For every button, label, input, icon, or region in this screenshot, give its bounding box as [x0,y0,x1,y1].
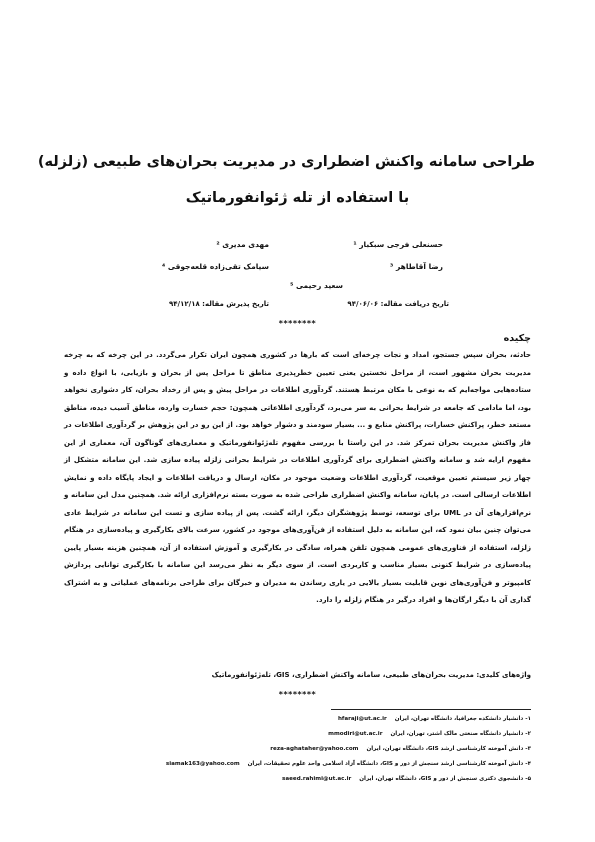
footnote-2-text: ۲- دانشیار دانشگاه صنعتی مالک اشتر، تهران، ایران [390,731,531,737]
footnote-2-email[interactable]: mmodiri@ut.ac.ir [328,731,383,737]
footnote-3-text: ۳- دانش آموخته کارشناسی ارشد GIS، دانشگاه تهران، ایران [366,746,531,752]
keywords-label: واژه‌های کلیدی: [476,670,531,679]
footnote-4-email[interactable]: siamak163@yahoo.com [165,761,240,767]
accepted-date: تاریخ پذیرش مقاله: ۹۴/۱۲/۱۸ [168,300,269,308]
footnote-2 [64,732,531,738]
footnote-5-email[interactable]: saeed.rahimi@ut.ac.ir [282,776,352,782]
keywords [64,668,531,682]
author-1: حسنعلی فرجی سبکبار ¹ [353,240,443,249]
abstract-body: حادثه، بحران سپس جستجو، امداد و نجات چرخه‌ای است که بارها در کشوری همچون ایران تکرار می‌گردد. در این چرخه که به چرخه مدیریت بحران مشهور است، از مراحل نخستین یعنی تعیین خطرپذیری مناطق تا مراحل پس از بحران و بازیابی، با انواع داده و ستاده‌هایی مواجه‌ایم که به نوعی با مکان مرتبط هستند. گردآوری اطلاعات در مراحل پیش و پس از رخداد بحران، کار دشواری نخواهد بود، اما مادامی که جامعه در شرایط بحرانی به سر می‌برد، گردآوری اطلاعاتی همچون: حجم خسارت وارده، مناطق آسیب دیده، مناطق مستعد خطر، پراکنش خسارات، پراکنش منابع و ... بسیار سودمند و دشوار خواهد بود. از این رو در این پژوهش بر گردآوری اطلاعات در فاز واکنش مدیریت بحران تمرکز شد. در این راستا با بررسی مفهوم تله‌ژئوانفورماتیک و معماری‌های گوناگون آن، معماری از این مفهوم ارایه شد و سامانه واکنش اضطراری برای گردآوری اطلاعات در شرایط بحرانی زلزله پیاده سازی شد. این سامانه متشکل از چهار زیر سیستم تعیین موقعیت، گردآوری اطلاعات وضعیت موجود در مکان، ارسال و دریافت اطلاعات و ایجاد پایگاه داده و نمایش اطلاعات ارسالی است. در پایان، سامانه واکنش اضطراری طراحی شده به صورت بسته نرم‌افزاری ارائه شد. همچنین مدل این سامانه و نرم‌افزارهای آن در UML برای توسعه، توسط پژوهشگران دیگر، ارائه گشت. پس از پیاده سازی و تست این سامانه در شرایط عادی می‌توان چنین بیان نمود که، این سامانه به دلیل استفاده از فن‌آوری‌های موجود در کشور، سرعت بالای بکارگیری و پیاده‌سازی در هنگام زلزله، استفاده از فناوری‌های عمومی همچون تلفن همراه، سادگی در بکارگیری و آموزش استفاده از آن، همچنین هزینه بسیار پایین پیاده‌سازی در شرایط کنونی بسیار مناسب و کاربردی است. از سوی دیگر به نظر می‌رسد این سامانه با بکارگیری توانایی پردازش کامپیوتر و فن‌آوری‌های نوین قابلیت بسیار بالایی در یاری رساندن به مدیران و خبرگان برای طراحی برنامه‌های عملیاتی و به اشتراک گذاری آن با دیگر ارگان‌ها و افراد درگیر در هنگام زلزله را دارد. [64,350,531,604]
author-2: مهدی مدیری ² [216,240,269,249]
footnote-3 [64,747,531,753]
paper-title-line-1: طراحی سامانه واکنش اضطراری در مدیریت بحران‌های طبیعی (زلزله) [37,154,535,170]
footnote-5 [64,777,531,783]
abstract-heading: چکیده [503,333,531,344]
footnote-5-text: ۵- دانشجوی دکتری سنجش از دور و GIS، دانشگاه تهران، ایران [359,776,531,782]
separator-stars-2: ******** [278,690,317,699]
received-date: تاریخ دریافت مقاله: ۹۴/۰۶/۰۶ [347,300,449,308]
footnote-4-text: ۴- دانش آموخته کارشناسی ارشد سنجش از دور و GIS، دانشگاه آزاد اسلامی واحد علوم تحقیقات، ایران [247,761,531,767]
footnote-divider [331,709,531,710]
footnote-1 [64,717,531,723]
separator-stars: ******** [278,319,317,328]
author-5: سعید رحیمی ⁵ [290,281,343,290]
paper-title-line-2: با استفاده از تله ژئوانفورماتیک [185,190,410,206]
footnote-3-email[interactable]: reza-aghataher@yahoo.com [270,746,359,752]
footnote-4 [64,762,531,768]
footnote-1-email[interactable]: hfaraji@ut.ac.ir [337,716,387,722]
footnote-1-text: ۱- دانشیار دانشکده جغرافیا، دانشگاه تهران، ایران [394,716,531,722]
keywords-text: مدیریت بحران‌های طبیعی، سامانه واکنش اضطراری، GIS، تله‌ژئوانفورماتیک [211,670,474,679]
author-4: سیامک تقی‌زاده قلعه‌جوقی ⁴ [161,262,269,271]
author-3: رضا آقاطاهر ³ [390,262,443,271]
